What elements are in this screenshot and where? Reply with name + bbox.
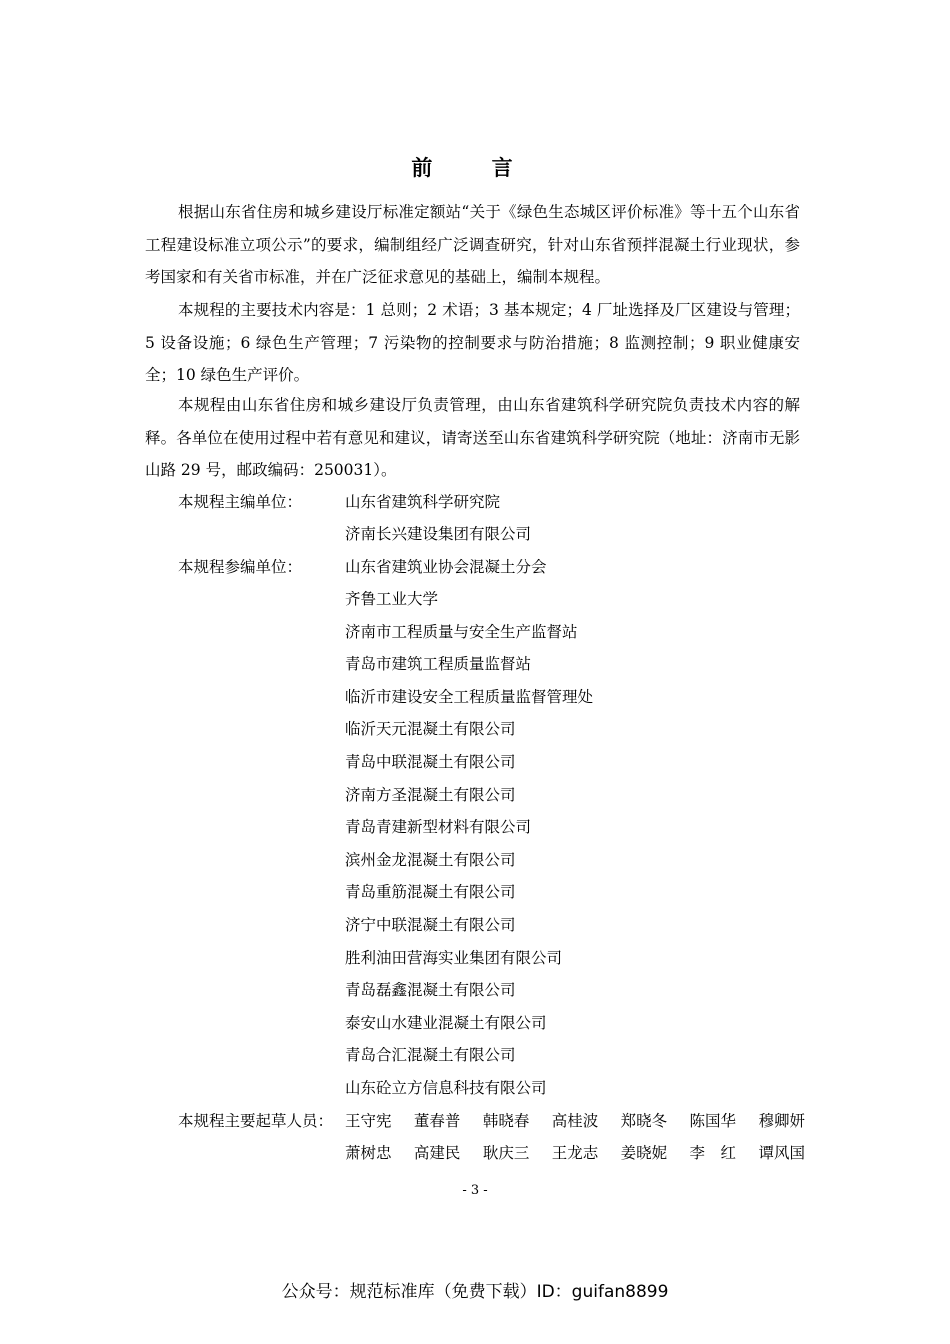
drafter-name: 王龙志 <box>551 1144 599 1162</box>
drafter-name: 李 红 <box>689 1144 737 1162</box>
drafters-label: 本规程主要起草人员： <box>178 1112 334 1130</box>
participating-unit: 滨州金龙混凝土有限公司 <box>345 851 516 869</box>
participating-unit: 泰安山水建业混凝土有限公司 <box>345 1014 547 1032</box>
page-number: - 3 - <box>462 1183 488 1198</box>
participating-unit: 胜利油田营海实业集团有限公司 <box>345 949 563 967</box>
paragraph-background: 根据山东省住房和城乡建设厅标准定额站“关于《绿色生态城区评价标准》等十五个山东省工程建设标准立项公示”的要求，编制组经广泛调查研究，针对山东省预拌混凝土行业现状，参考国家和有关省市标准，并在广泛征求意见的基础上，编制本规程。 <box>145 203 800 286</box>
participating-unit: 济南方圣混凝土有限公司 <box>345 786 516 804</box>
drafter-name: 高桂波 <box>551 1112 599 1130</box>
drafters-row-2 <box>345 1143 805 1163</box>
participating-unit: 青岛市建筑工程质量监督站 <box>345 655 532 673</box>
drafter-name: 穆卿妍 <box>758 1112 805 1130</box>
drafter-name: 姜晓妮 <box>620 1144 668 1162</box>
participating-unit: 齐鲁工业大学 <box>345 590 439 608</box>
participating-unit: 济南市工程质量与安全生产监督站 <box>345 623 578 641</box>
participating-unit: 青岛青建新型材料有限公司 <box>345 818 532 836</box>
participating-unit: 青岛磊鑫混凝土有限公司 <box>345 981 516 999</box>
drafter-name: 郑晓冬 <box>620 1112 668 1130</box>
drafter-name: 王守宪 <box>345 1112 392 1130</box>
participating-unit: 青岛合汇混凝土有限公司 <box>345 1046 516 1064</box>
paragraph-management: 本规程由山东省住房和城乡建设厅负责管理，由山东省建筑科学研究院负责技术内容的解释。各单位在使用过程中若有意见和建议，请寄送至山东省建筑科学研究院（地址：济南市无影山路 29 号，邮政编码：250031）。 <box>145 396 800 479</box>
drafter-name: 高建民 <box>413 1144 461 1162</box>
participating-unit: 山东省建筑业协会混凝土分会 <box>345 558 547 576</box>
participating-unit: 临沂天元混凝土有限公司 <box>345 720 516 738</box>
drafter-name: 陈国华 <box>689 1112 737 1130</box>
drafter-name: 韩晓春 <box>482 1112 530 1130</box>
participating-unit: 青岛中联混凝土有限公司 <box>345 753 516 771</box>
drafters-row-1 <box>345 1111 805 1131</box>
drafter-name: 谭风国 <box>758 1144 805 1162</box>
participating-label: 本规程参编单位： <box>178 558 303 576</box>
drafter-name: 董春普 <box>413 1112 461 1130</box>
chief-editor-unit: 济南长兴建设集团有限公司 <box>345 525 532 543</box>
participating-unit: 济宁中联混凝土有限公司 <box>345 916 516 934</box>
drafter-name: 萧树忠 <box>345 1144 392 1162</box>
chief-editor-unit: 山东省建筑科学研究院 <box>345 493 501 511</box>
participating-unit: 临沂市建设安全工程质量监督管理处 <box>345 688 594 706</box>
footer-watermark: 公众号：规范标准库（免费下载）ID：guifan8899 <box>281 1282 669 1302</box>
participating-unit: 山东砼立方信息科技有限公司 <box>345 1079 547 1097</box>
drafter-name: 耿庆三 <box>482 1144 530 1162</box>
participating-unit: 青岛重筋混凝土有限公司 <box>345 883 516 901</box>
page-title: 前 言 <box>411 156 539 180</box>
chief-editor-label: 本规程主编单位： <box>178 493 303 511</box>
paragraph-contents: 本规程的主要技术内容是：1 总则；2 术语；3 基本规定；4 厂址选择及厂区建设与管理；5 设备设施；6 绿色生产管理；7 污染物的控制要求与防治措施；8 监测控制；9 职业健康安全；10 绿色生产评价。 <box>145 301 800 384</box>
